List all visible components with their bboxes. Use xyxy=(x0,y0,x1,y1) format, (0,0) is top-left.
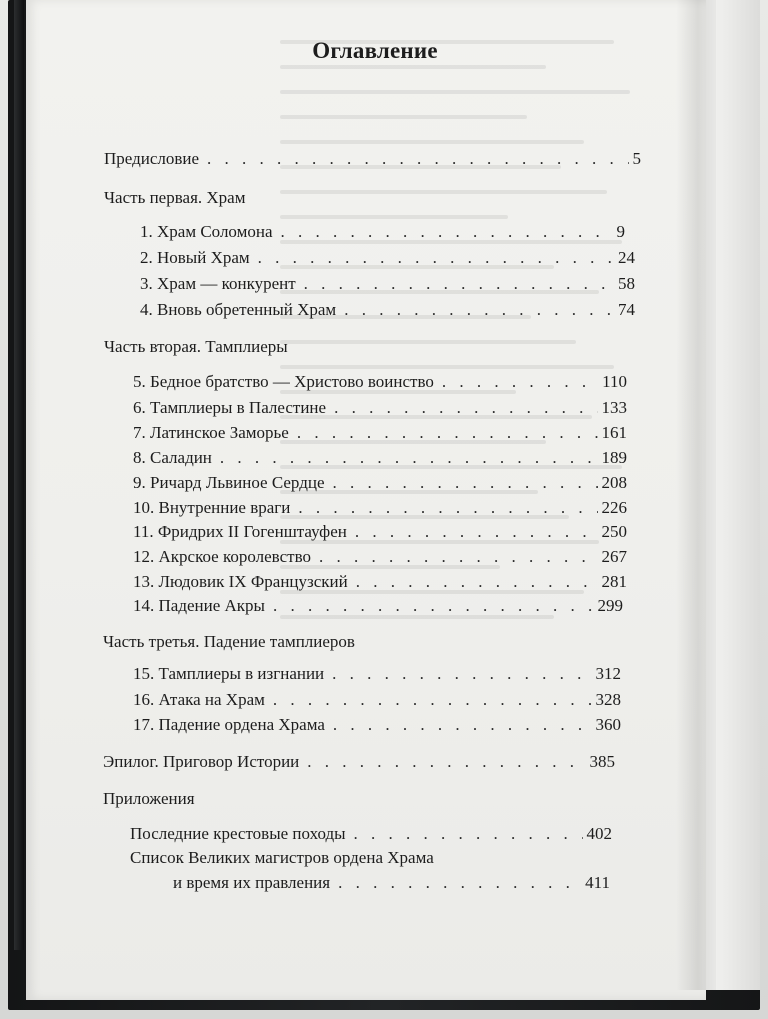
toc-page-number: 24 xyxy=(618,248,635,267)
toc-page-number: 74 xyxy=(618,300,635,319)
toc-entry-label: Предисловие xyxy=(104,149,200,168)
toc-entry-label: 1. Храм Соломона xyxy=(140,222,273,241)
leader-dots xyxy=(273,594,594,618)
toc-entry xyxy=(140,246,635,270)
leader-dots xyxy=(334,396,597,420)
toc-entry-label: Эпилог. Приговор Истории xyxy=(103,752,300,771)
toc-entry xyxy=(133,662,621,686)
toc-entry xyxy=(133,496,627,520)
toc-page-number: 402 xyxy=(586,824,612,843)
leader-dots xyxy=(333,713,592,737)
toc-page-number: 360 xyxy=(595,715,621,734)
toc-entry-label: Последние крестовые походы xyxy=(130,824,346,843)
toc-page-number: 58 xyxy=(618,274,635,293)
leader-dots xyxy=(354,822,583,846)
toc-page-number: 226 xyxy=(601,498,627,517)
toc-entry xyxy=(133,545,627,569)
toc-entry-label: 10. Внутренние враги xyxy=(133,498,291,517)
toc-entry-label: 2. Новый Храм xyxy=(140,248,250,267)
toc-entry xyxy=(173,871,610,895)
leader-dots xyxy=(355,520,598,544)
leader-dots xyxy=(333,471,598,495)
toc-entry xyxy=(133,446,627,470)
leader-dots xyxy=(338,871,581,895)
leader-dots xyxy=(297,421,598,445)
toc-entry-label: 13. Людовик IX Французский xyxy=(133,572,348,591)
toc-entry xyxy=(140,298,635,322)
toc-entry xyxy=(133,471,627,495)
toc-page-number: 189 xyxy=(601,448,627,467)
toc-entry-label: 9. Ричард Львиное Сердце xyxy=(133,473,325,492)
toc-page-number: 5 xyxy=(632,149,641,168)
leader-dots xyxy=(319,545,598,569)
toc-page-number: 133 xyxy=(601,398,627,417)
leader-dots xyxy=(332,662,591,686)
toc-page-number: 411 xyxy=(585,873,610,892)
toc-entry-label: 14. Падение Акры xyxy=(133,596,265,615)
toc-entry xyxy=(140,272,635,296)
leader-dots xyxy=(258,246,614,270)
toc-entry xyxy=(133,713,621,737)
toc-entry-label: 3. Храм — конкурент xyxy=(140,274,296,293)
toc-entry xyxy=(133,396,627,420)
leader-dots xyxy=(220,446,598,470)
toc-page-number: 312 xyxy=(595,664,621,683)
leader-dots xyxy=(304,272,614,296)
toc-entry-label: 5. Бедное братство — Христово воинство xyxy=(133,372,434,391)
toc-entry xyxy=(140,220,625,244)
toc-entry xyxy=(133,421,627,445)
toc-entry-preface xyxy=(104,147,641,171)
toc-entry xyxy=(133,570,627,594)
toc-entry-label: 4. Вновь обретенный Храм xyxy=(140,300,337,319)
part-heading: Часть первая. Храм xyxy=(104,188,246,207)
toc-entry-epilogue xyxy=(103,750,615,774)
toc-entry-label: 12. Акрское королевство xyxy=(133,547,311,566)
toc-page-number: 208 xyxy=(601,473,627,492)
toc-entry xyxy=(133,520,627,544)
toc-page-number: 161 xyxy=(601,423,627,442)
toc-page-number: 267 xyxy=(601,547,627,566)
toc-page-number: 299 xyxy=(597,596,623,615)
toc-entry xyxy=(133,688,621,712)
toc-entry-label: 15. Тамплиеры в изгнании xyxy=(133,664,325,683)
toc-page-number: 328 xyxy=(595,690,621,709)
toc-entry-label: 6. Тамплиеры в Палестине xyxy=(133,398,327,417)
toc-page-number: 385 xyxy=(589,752,615,771)
part-heading: Часть вторая. Тамплиеры xyxy=(104,337,288,356)
leader-dots xyxy=(356,570,598,594)
leader-dots xyxy=(207,147,628,171)
toc-page-number: 110 xyxy=(602,372,627,391)
page-title: Оглавление xyxy=(312,38,438,63)
leader-dots xyxy=(442,370,598,394)
toc-entry xyxy=(133,370,627,394)
toc-page-number: 281 xyxy=(601,572,627,591)
toc-entry xyxy=(130,822,612,846)
toc-entry xyxy=(133,594,623,618)
toc-entry-label-line1: Список Великих магистров ордена Храма xyxy=(130,848,434,867)
toc-entry-label: 17. Падение ордена Храма xyxy=(133,715,325,734)
leader-dots xyxy=(273,688,592,712)
part-heading: Часть третья. Падение тамплиеров xyxy=(103,632,355,651)
toc-entry-label: и время их правления xyxy=(173,873,331,892)
toc-entry-label: 11. Фридрих II Гогенштауфен xyxy=(133,522,347,541)
toc-entry-label: 7. Латинское Заморье xyxy=(133,423,289,442)
toc-page-number: 250 xyxy=(601,522,627,541)
leader-dots xyxy=(298,496,597,520)
appendix-heading: Приложения xyxy=(103,789,195,808)
toc-entry-label: 8. Саладин xyxy=(133,448,212,467)
toc-page-number: 9 xyxy=(616,222,625,241)
leader-dots xyxy=(307,750,585,774)
toc-entry-label: 16. Атака на Храм xyxy=(133,690,265,709)
leader-dots xyxy=(281,220,613,244)
leader-dots xyxy=(344,298,614,322)
